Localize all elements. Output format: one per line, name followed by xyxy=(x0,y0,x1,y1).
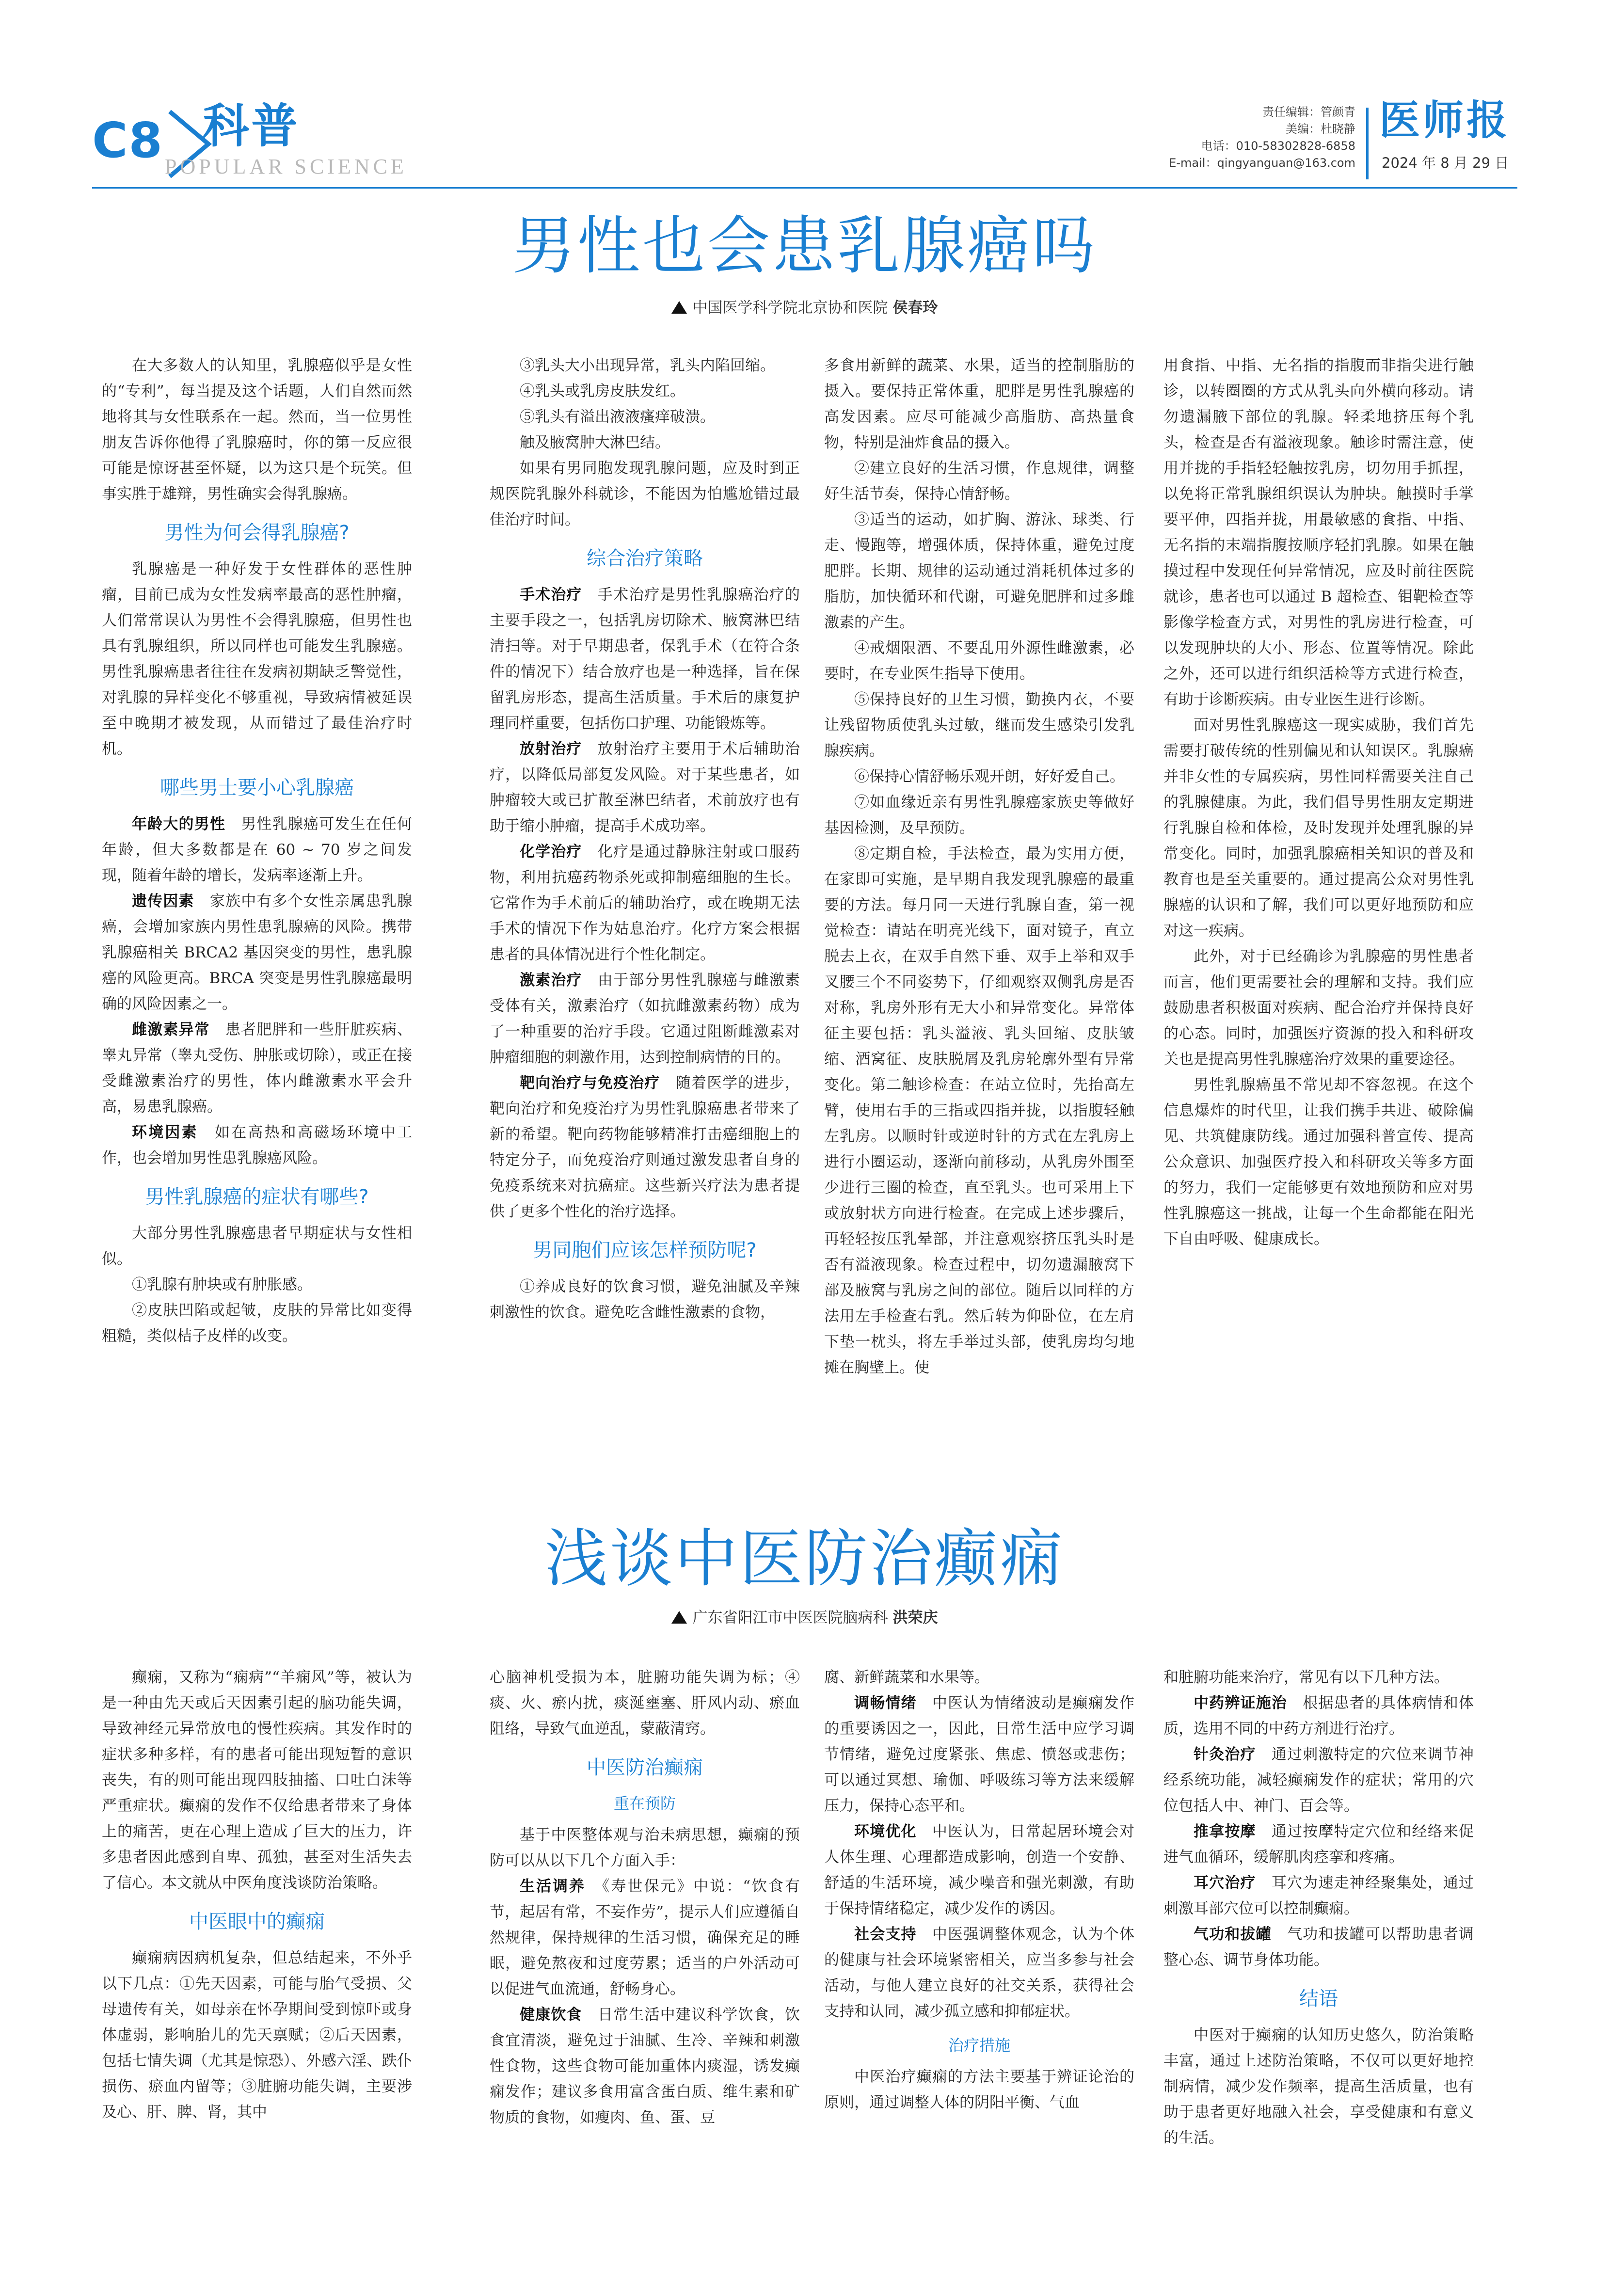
paragraph: ②建立良好的生活习惯，作息规律，调整好生活节奏，保持心情舒畅。 xyxy=(824,460,1134,503)
paragraph: 癫痫，又称为“痫病”“羊痫风”等，被认为是一种由先天或后天因素引起的脑功能失调，导致神经元异常放电的慢性疾病。其发作时的症状多种多样，有的患者可能出现短暂的意识丧失，有的则可能出现四肢抽搐、口吐白沫等严重症状。癫痫的发作不仅给患者带来了身体上的痛苦，更在心理上造成了巨大的压力，许多患者因此感到自卑、孤独，甚至对生活失去了信心。本文就从中医角度浅谈防治策略。 xyxy=(102,1669,412,1892)
paragraph: 和脏腑功能来治疗，常见有以下几种方法。 xyxy=(1163,1669,1449,1686)
section-title: 科普 xyxy=(203,99,300,153)
paragraph-text: 气功和拔罐可以帮助患者调整心态、调节身体功能。 xyxy=(1163,1926,1474,1969)
section-heading: 结语 xyxy=(1299,1988,1338,2010)
paragraph xyxy=(490,968,800,1070)
article-title: 浅谈中医防治癫痫 xyxy=(544,1522,1065,1595)
lead-in-term: 调畅情绪 xyxy=(854,1694,917,1712)
paragraph xyxy=(824,1690,1134,1819)
lead-in-term: 耳穴治疗 xyxy=(1194,1874,1256,1892)
paragraph: ⑧定期自检，手法检查，最为实用方便，在家即可实施，是早期自我发现乳腺癌的最重要的方法。每月同一天进行乳腺自查，第一视觉检查：请站在明亮光线下，面对镜子，直立脱去上衣，在双手自然下垂、双手上举和双手叉腰三个不同姿势下，仔细观察双侧乳房是否对称，乳房外形有无大小和异常变化。异常体征主要包括：乳头溢液、乳头回缩、皮肤皱缩、酒窝征、皮肤脱屑及乳房轮廓外型有异常变化。第二触诊检查：在站立位时，先抬高左臂，使用右手的三指或四指并拢，以指腹轻触左乳房。以顺时针或逆时针的方式在左乳房上进行小圈运动，逐渐向前移动，从乳房外围至少进行三圈的检查，直至乳头。也可采用上下或放射状方向进行检查。在完成上述步骤后，再轻轻按压乳晕部，并注意观察挤压乳头时是否有溢液现象。检查过程中，切勿遗漏腋窝下部及腋窝与乳房之间的部位。随后以同样的方法用左手检查右乳。然后转为仰卧位，在左肩下垫一枕头，将左手举过头部，使乳房均匀地摊在胸壁上。使 xyxy=(824,845,1134,1376)
sub-heading: 治疗措施 xyxy=(948,2036,1010,2055)
header-rule xyxy=(92,187,1517,189)
section-heading: 综合治疗策略 xyxy=(587,547,703,570)
paragraph: ③适当的运动，如扩胸、游泳、球类、行走、慢跑等，增强体质，保持体重，避免过度肥胖。长期、规律的运动通过消耗机体过多的脂肪，加快循环和代谢，可避免肥胖和过多雌激素的产生。 xyxy=(824,511,1134,631)
paragraph-text: 由于部分男性乳腺癌与雌激素受体有关，激素治疗（如抗雌激素药物）成为了一种重要的治疗手段。它通过阻断雌激素对肿瘤细胞的刺激作用，达到控制病情的目的。 xyxy=(490,972,800,1066)
paragraph xyxy=(490,1874,800,2002)
publication-date: 2024 年 8 月 29 日 xyxy=(1382,155,1509,171)
paragraph xyxy=(490,736,800,839)
article-column xyxy=(1163,353,1474,1468)
lead-in-term: 放射治疗 xyxy=(520,740,582,758)
paragraph: ⑦如血缘近亲有男性乳腺癌家族史等做好基因检测，及早预防。 xyxy=(824,794,1134,837)
paragraph: ①养成良好的饮食习惯，避免油腻及辛辣刺激性的饮食。避免吃含雌性激素的食物， xyxy=(490,1278,800,1321)
paragraph: ②皮肤凹陷或起皱，皮肤的异常比如变得粗糙，类似桔子皮样的改变。 xyxy=(102,1302,412,1345)
lead-in-term: 环境因素 xyxy=(132,1124,198,1141)
article-column xyxy=(824,353,1134,1468)
paragraph xyxy=(1163,1690,1474,1742)
page-number: C8 xyxy=(92,112,163,169)
paragraph: ①乳腺有肿块或有肿胀感。 xyxy=(132,1276,312,1293)
credit-line: E-mail：qingyanguan@163.com xyxy=(1169,156,1355,170)
paragraph xyxy=(1163,1819,1474,1870)
paragraph: ④戒烟限酒、不要乱用外源性雌激素，必要时，在专业医生指导下使用。 xyxy=(824,639,1134,683)
section-heading: 中医防治癫痫 xyxy=(587,1756,703,1779)
credit-line: 美编：杜晓静 xyxy=(1286,122,1355,136)
paragraph xyxy=(102,1120,412,1171)
lead-in-term: 生活调养 xyxy=(520,1878,586,1895)
section-subtitle: POPULAR SCIENCE xyxy=(165,155,407,178)
editor-credits xyxy=(1169,104,1355,172)
lead-in-term: 推拿按摩 xyxy=(1194,1823,1256,1840)
lead-in-term: 手术治疗 xyxy=(520,586,582,604)
section-heading: 男性乳腺癌的症状有哪些? xyxy=(145,1186,369,1208)
lead-in-term: 雌激素异常 xyxy=(132,1021,210,1038)
lead-in-term: 化学治疗 xyxy=(520,843,582,861)
article-column xyxy=(490,353,800,1468)
paragraph-text: 通过按摩特定穴位和经络来促进气血循环，缓解肌肉痉挛和疼痛。 xyxy=(1163,1823,1474,1866)
article-byline xyxy=(0,301,1609,316)
paragraph-text: 患者肥胖和一些肝脏疾病、睾丸异常（睾丸受伤、肿胀或切除），或正在接受雌激素治疗的男性，体内雌激素水平会升高，易患乳腺癌。 xyxy=(102,1021,412,1116)
paragraph-text: 中医认为，日常起居环境会对人体生理、心理都造成影响，创造一个安静、舒适的生活环境，减少噪音和强光刺激，有助于保持情绪稳定，减少发作的诱因。 xyxy=(824,1823,1134,1917)
masthead-divider xyxy=(1366,108,1369,179)
section-heading: 男同胞们应该怎样预防呢? xyxy=(533,1239,757,1261)
lead-in-term: 针灸治疗 xyxy=(1194,1746,1256,1763)
credit-line: 电话：010-58302828-6858 xyxy=(1201,139,1355,153)
paragraph xyxy=(1163,1870,1474,1922)
newspaper-logo: 医师报 xyxy=(1379,96,1511,144)
paragraph: ④乳头或乳房皮肤发红。 xyxy=(520,383,685,400)
paragraph: 乳腺癌是一种好发于女性群体的恶性肿瘤，目前已成为女性发病率最高的恶性肿瘤，人们常常误认为男性不会得乳腺癌，但男性也具有乳腺组织，所以同样也可能发生乳腺癌。男性乳腺癌患者往往在发病初期缺乏警觉性，对乳腺的异样变化不够重视，导致病情被延误至中晚期才被发现，从而错过了最佳治疗时机。 xyxy=(102,560,412,758)
paragraph: 大部分男性乳腺癌患者早期症状与女性相似。 xyxy=(102,1225,412,1268)
paragraph-text: 《寿世保元》中说：“饮食有节，起居有常，不妄作劳”，提示人们应遵循自然规律，保持规律的生活习惯，确保充足的睡眠，避免熬夜和过度劳累；适当的户外活动可以促进气血流通，舒畅身心。 xyxy=(490,1878,800,1998)
byline-author: 侯春玲 xyxy=(892,299,938,317)
byline-author: 洪荣庆 xyxy=(892,1609,938,1626)
paragraph-text: 通过刺激特定的穴位来调节神经系统功能，减轻癫痫发作的症状；常用的穴位包括人中、神门、百会等。 xyxy=(1163,1746,1474,1815)
paragraph: 中医对于癫痫的认知历史悠久，防治策略丰富，通过上述防治策略，不仅可以更好地控制病情，减少发作频率，提高生活质量，也有助于患者更好地融入社会，享受健康和有意义的生活。 xyxy=(1163,2026,1474,2147)
paragraph xyxy=(102,1017,412,1120)
article-byline xyxy=(0,1610,1609,1626)
lead-in-term: 遗传因素 xyxy=(132,893,194,910)
paragraph-text: 中医认为情绪波动是癫痫发作的重要诱因之一，因此，日常生活中应学习调节情绪，避免过度紧张、焦虑、愤怒或悲伤；可以通过冥想、瑜伽、呼吸练习等方法来缓解压力，保持心态平和。 xyxy=(824,1694,1134,1815)
paragraph-text: 耳穴为速走神经聚集处，通过刺激耳部穴位可以控制癫痫。 xyxy=(1163,1874,1474,1917)
paragraph-text: 化疗是通过静脉注射或口服药物，利用抗癌药物杀死或抑制癌细胞的生长。它常作为手术前后的辅助治疗，或在晚期无法手术的情况下作为姑息治疗。化疗方案会根据患者的具体情况进行个性化制定。 xyxy=(490,843,800,963)
paragraph: ⑥保持心情舒畅乐观开朗，好好爱自己。 xyxy=(854,768,1125,785)
paragraph-text: 放射治疗主要用于术后辅助治疗，以降低局部复发风险。对于某些患者，如肿瘤较大或已扩散至淋巴结者，术前放疗也有助于缩小肿瘤，提高手术成功率。 xyxy=(490,740,800,835)
section-heading: 男性为何会得乳腺癌? xyxy=(164,522,350,544)
section-heading: 哪些男士要小心乳腺癌 xyxy=(160,777,354,799)
paragraph: 中医治疗癫痫的方法主要基于辨证论治的原则，通过调整人体的阴阳平衡、气血 xyxy=(824,2068,1134,2111)
paragraph: ③乳头大小出现异常，乳头内陷回缩。 xyxy=(520,357,775,374)
paragraph xyxy=(1163,1922,1474,1973)
credit-line: 责任编辑：管颜青 xyxy=(1262,105,1355,119)
paragraph-text: 日常生活中建议科学饮食，饮食宜清淡，避免过于油腻、生冷、辛辣和刺激性食物，这些食物可能加重体内痰湿，诱发癫痫发作；建议多食用富含蛋白质、维生素和矿物质的食物，如瘦肉、鱼、蛋、豆 xyxy=(490,2006,800,2126)
paragraph: 此外，对于已经确诊为乳腺癌的男性患者而言，他们更需要社会的理解和支持。我们应鼓励患者积极面对疾病、配合治疗并保持良好的心态。同时，加强医疗资源的投入和科研攻关也是提高男性乳腺癌治疗效果的重要途径。 xyxy=(1163,948,1474,1068)
triangle-icon xyxy=(671,1611,687,1624)
paragraph xyxy=(490,1070,800,1225)
lead-in-term: 中药辨证施治 xyxy=(1194,1694,1288,1712)
paragraph: 触及腋窝肿大淋巴结。 xyxy=(520,434,670,451)
paragraph: 多食用新鲜的蔬菜、水果，适当的控制脂肪的摄入。要保持正常体重，肥胖是男性乳腺癌的高发因素。应尽可能减少高脂肪、高热量食物，特别是油炸食品的摄入。 xyxy=(824,357,1134,451)
lead-in-term: 年龄大的男性 xyxy=(132,815,226,833)
byline-institution: 广东省阳江市中医医院脑病科 xyxy=(692,1609,888,1626)
lead-in-term: 气功和拔罐 xyxy=(1194,1926,1272,1943)
lead-in-term: 社会支持 xyxy=(854,1926,917,1943)
article-title: 男性也会患乳腺癌吗 xyxy=(512,209,1097,283)
paragraph-text: 根据患者的具体病情和体质，选用不同的中药方剂进行治疗。 xyxy=(1163,1694,1474,1738)
paragraph-text: 中医强调整体观念，认为个体的健康与社会环境紧密相关，应当多参与社会活动，与他人建立良好的社交关系，获得社会支持和认同，减少孤立感和抑郁症状。 xyxy=(824,1926,1134,2020)
paragraph xyxy=(490,582,800,736)
lead-in-term: 健康饮食 xyxy=(520,2006,582,2024)
sub-heading: 重在预防 xyxy=(613,1794,676,1813)
article-column xyxy=(102,353,412,1468)
article-column xyxy=(490,1665,800,2232)
paragraph: 基于中医整体观与治未病思想，癫痫的预防可以从以下几个方面入手： xyxy=(490,1826,800,1869)
paragraph-text: 手术治疗是男性乳腺癌治疗的主要手段之一，包括乳房切除术、腋窝淋巴结清扫等。对于早期患者，保乳手术（在符合条件的情况下）结合放疗也是一种选择，旨在保留乳房形态，提高生活质量。手术后的康复护理同样重要，包括伤口护理、功能锻炼等。 xyxy=(490,586,800,732)
paragraph xyxy=(102,812,412,889)
paragraph-text: 随着医学的进步，靶向治疗和免疫治疗为男性乳腺癌患者带来了新的希望。靶向药物能够精准打击癌细胞上的特定分子，而免疫治疗则通过激发患者自身的免疫系统来对抗癌症。这些新兴疗法为患者提供了更多个性化的治疗选择。 xyxy=(490,1074,800,1220)
paragraph: 腐、新鲜蔬菜和水果等。 xyxy=(824,1669,989,1686)
paragraph: 如果有男同胞发现乳腺问题，应及时到正规医院乳腺外科就诊，不能因为怕尴尬错过最佳治疗时间。 xyxy=(490,460,800,528)
paragraph xyxy=(490,2002,800,2131)
triangle-icon xyxy=(671,301,687,314)
lead-in-term: 靶向治疗与免疫治疗 xyxy=(520,1074,660,1092)
lead-in-term: 环境优化 xyxy=(854,1823,917,1840)
paragraph: 面对男性乳腺癌这一现实威胁，我们首先需要打破传统的性别偏见和认知误区。乳腺癌并非女性的专属疾病，男性同样需要关注自己的乳腺健康。为此，我们倡导男性朋友定期进行乳腺自检和体检，及时发现并处理乳腺的异常变化。同时，加强乳腺癌相关知识的普及和教育也是至关重要的。通过提高公众对男性乳腺癌的认识和了解，我们可以更好地预防和应对这一疾病。 xyxy=(1163,717,1474,940)
paragraph-text: 家族中有多个女性亲属患乳腺癌，会增加家族内男性患乳腺癌的风险。携带乳腺癌相关 BRCA2 基因突变的男性，患乳腺癌的风险更高。BRCA 突变是男性乳腺癌最明确的风险因素之一。 xyxy=(102,893,412,1013)
paragraph xyxy=(824,1922,1134,2025)
section-heading: 中医眼中的癫痫 xyxy=(189,1911,325,1933)
article-column xyxy=(102,1665,412,2232)
paragraph: 心脑神机受损为本，脏腑功能失调为标；④痰、火、瘀内扰，痰涎壅塞、肝风内动、瘀血阻络，导致气血逆乱，蒙蔽清窍。 xyxy=(490,1669,800,1738)
paragraph: 男性乳腺癌虽不常见却不容忽视。在这个信息爆炸的时代里，让我们携手共进、破除偏见、共筑健康防线。通过加强科普宣传、提高公众意识、加强医疗投入和科研攻关等多方面的努力，我们一定能够更有效地预防和应对男性乳腺癌这一挑战，让每一个生命都能在阳光下自由呼吸、健康成长。 xyxy=(1163,1076,1474,1248)
paragraph-text: 男性乳腺癌可发生在任何年龄，但大多数都是在 60 ~ 70 岁之间发现，随着年龄的增长，发病率逐渐上升。 xyxy=(102,815,412,884)
paragraph-text: 如在高热和高磁场环境中工作，也会增加男性患乳腺癌风险。 xyxy=(102,1124,412,1167)
paragraph: 癫痫病因病机复杂，但总结起来，不外乎以下几点：①先天因素，可能与胎气受损、父母遗传有关，如母亲在怀孕期间受到惊吓或身体虚弱，影响胎儿的先天禀赋；②后天因素，包括七情失调（尤其是惊恐）、外感六淫、跌仆损伤、瘀血内留等；③脏腑功能失调，主要涉及心、肝、脾、肾，其中 xyxy=(102,1949,412,2121)
paragraph: 在大多数人的认知里，乳腺癌似乎是女性的“专利”，每当提及这个话题，人们自然而然地将其与女性联系在一起。然而，当一位男性朋友告诉你他得了乳腺癌时，你的第一反应很可能是惊讶甚至怀疑，以为这只是个玩笑。但事实胜于雄辩，男性确实会得乳腺癌。 xyxy=(102,357,412,503)
paragraph xyxy=(1163,1742,1474,1819)
paragraph xyxy=(824,1819,1134,1922)
byline-institution: 中国医学科学院北京协和医院 xyxy=(692,299,888,317)
article-column xyxy=(824,1665,1134,2232)
paragraph: 用食指、中指、无名指的指腹而非指尖进行触诊，以转圈圈的方式从乳头向外横向移动。请勿遗漏腋下部位的乳腺。轻柔地挤压每个乳头，检查是否有溢液现象。触诊时需注意，使用并拢的手指轻轻触按乳房，切勿用手抓捏，以免将正常乳腺组织误认为肿块。触摸时手掌要平伸，四指并拢，用最敏感的食指、中指、无名指的末端指腹按顺序轻扪乳腺。如果在触摸过程中发现任何异常情况，应及时前往医院就诊，患者也可以通过 B 超检查、钼靶检查等影像学检查方式，对男性的乳房进行检查，可以发现肿块的大小、形态、位置等情况。除此之外，还可以进行组织活检等方式进行检查，有助于诊断疾病。由专业医生进行诊断。 xyxy=(1163,357,1474,708)
paragraph xyxy=(102,889,412,1017)
paragraph xyxy=(490,839,800,968)
paragraph: ⑤保持良好的卫生习惯，勤换内衣，不要让残留物质使乳头过敏，继而发生感染引发乳腺疾病。 xyxy=(824,691,1134,760)
article-column xyxy=(1163,1665,1474,2232)
lead-in-term: 激素治疗 xyxy=(520,972,582,989)
paragraph: ⑤乳头有溢出液液瘙痒破溃。 xyxy=(520,408,715,426)
